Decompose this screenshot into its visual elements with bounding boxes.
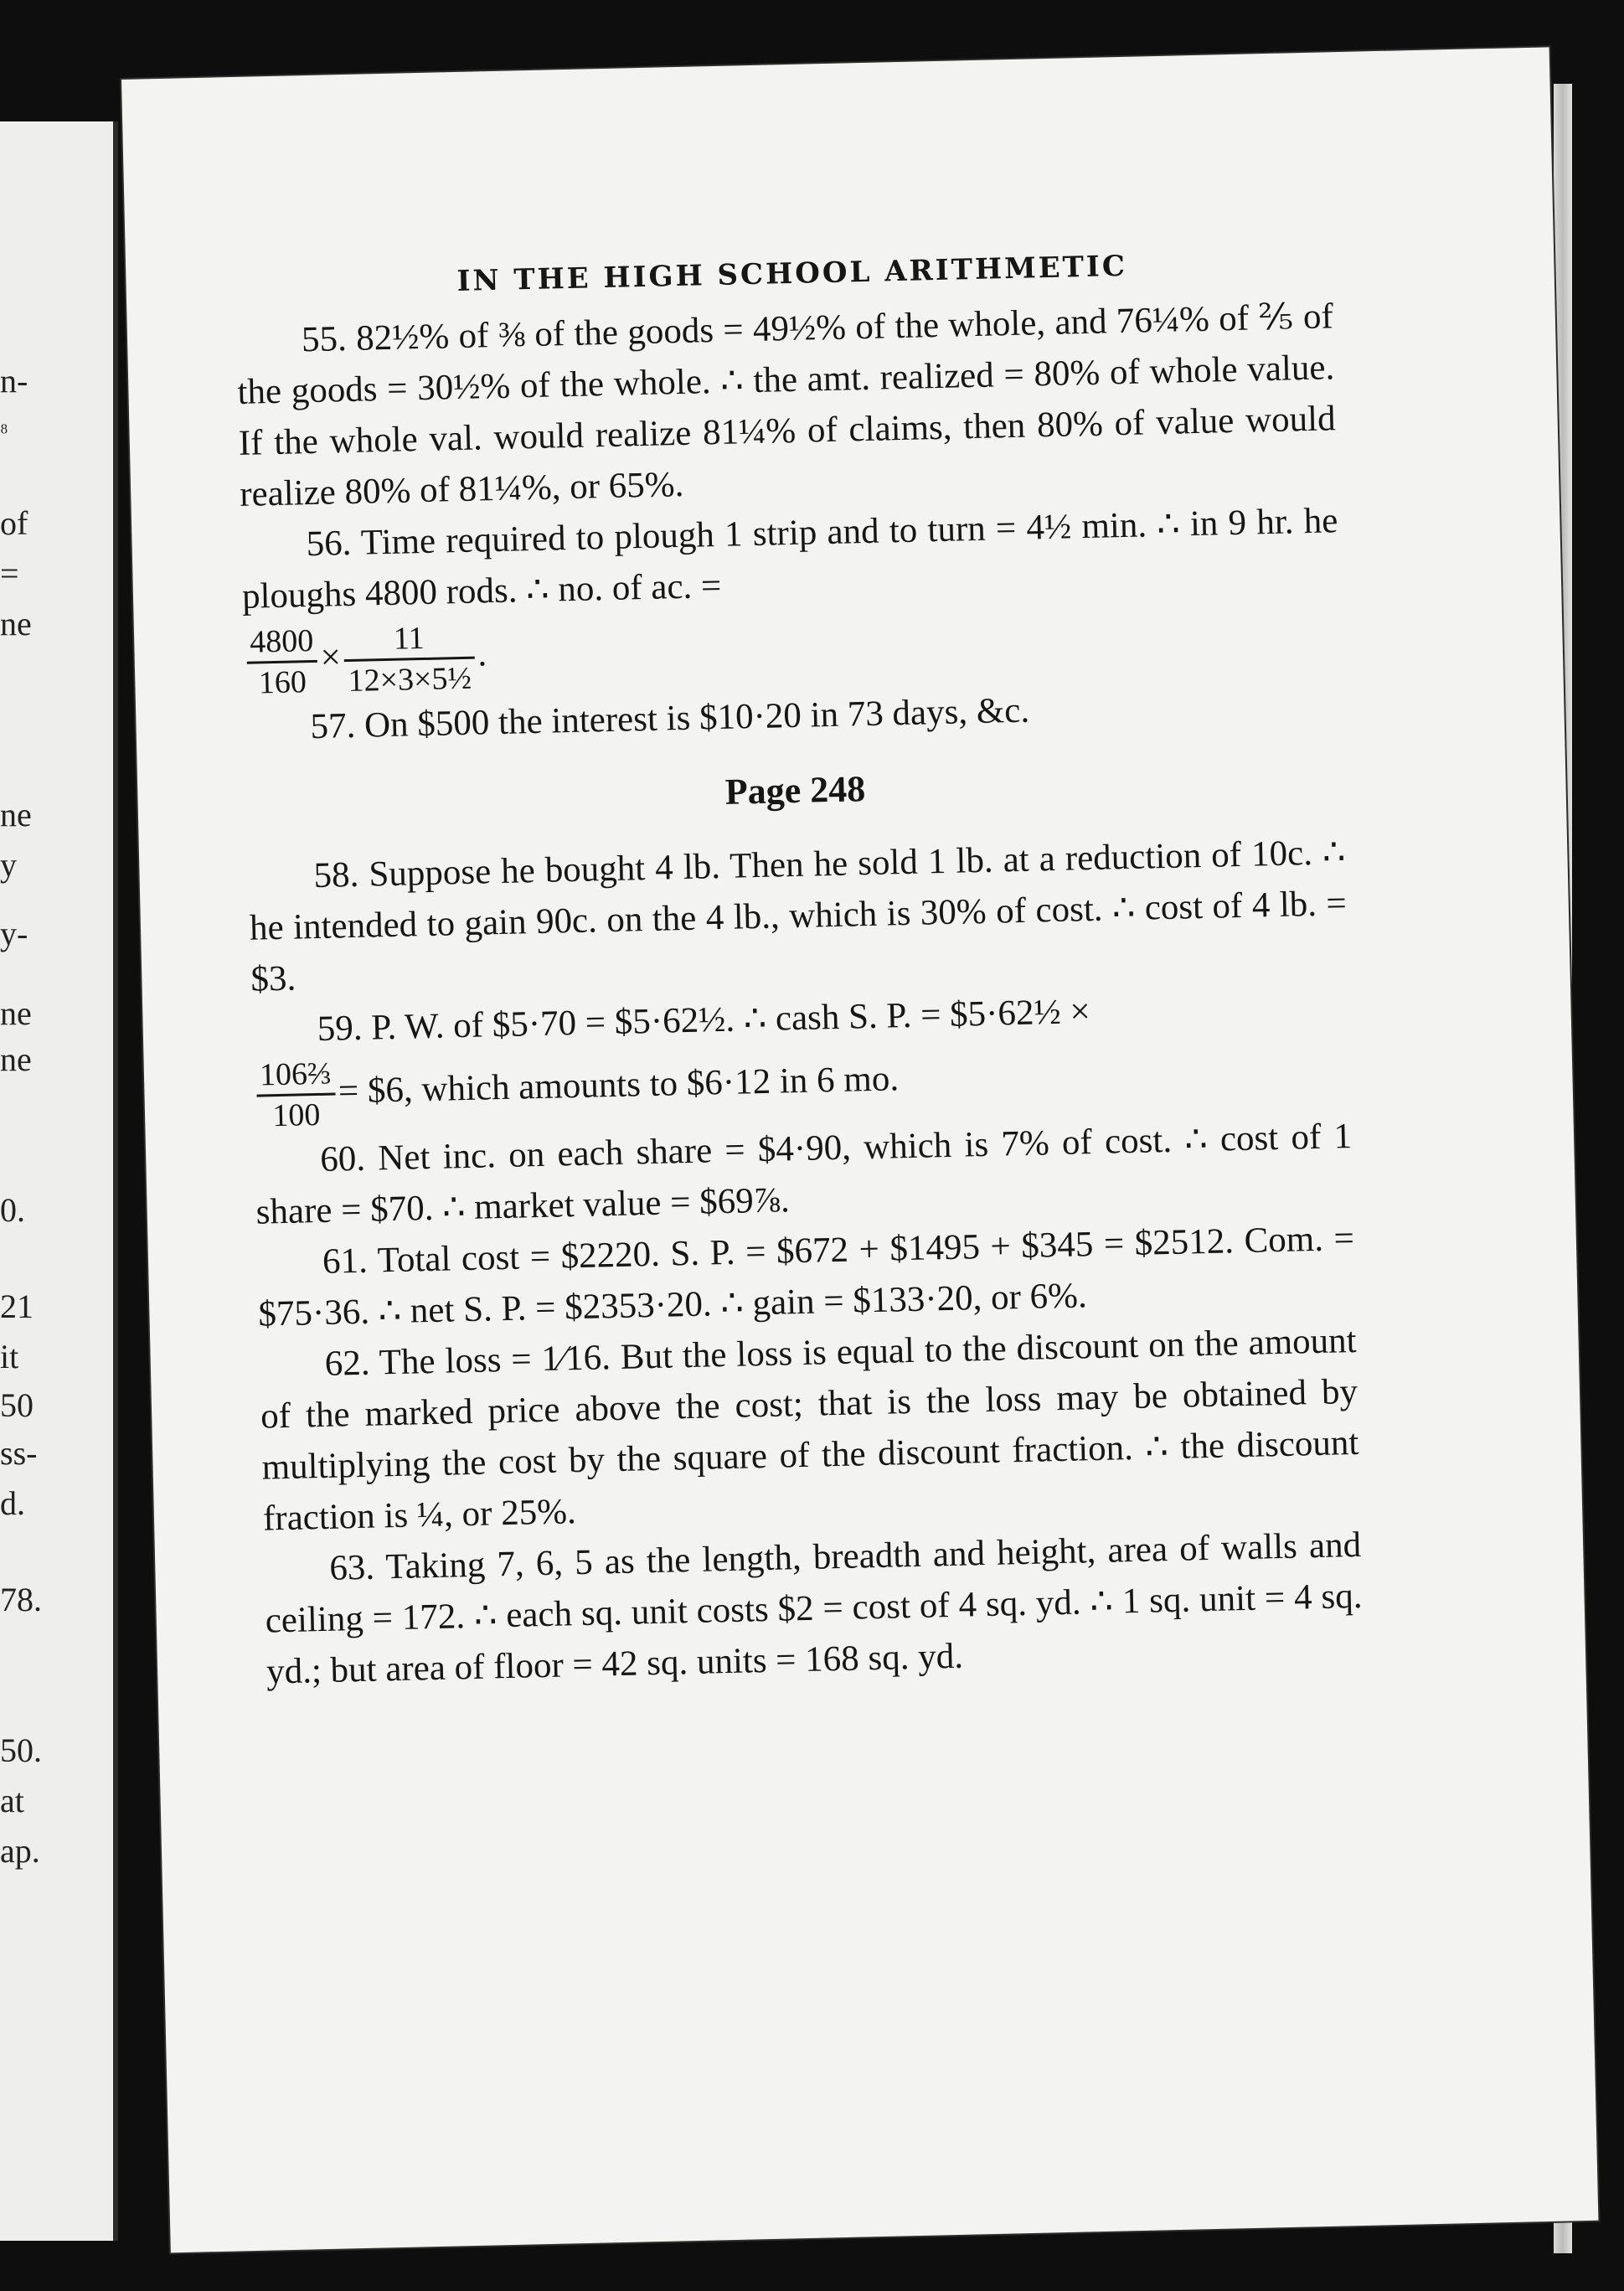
running-header: IN THE HIGH SCHOOL ARITHMETIC: [456, 249, 1128, 298]
left-fragment: 78.: [0, 1581, 42, 1618]
left-fragment: ne: [0, 994, 32, 1032]
answer-63: 63. Taking 7, 6, 5 as the length, breadth and height, area of walls and ceiling = 172. ∴ each sq. unit costs $2 = cost of 4 sq. yd. ∴ 1 sq. unit = 4 sq. yd.; but area of floor = 42 sq. units = 168 sq. yd.: [265, 1525, 1363, 1692]
answer-58: 58. Suppose he bought 4 lb. Then he sold 1 lb. at a reduction of 10c. ∴ he intended to gain 90c. on the 4 lb., which is 30% of cost. ∴ cost of 4 lb. = $3.: [249, 832, 1348, 999]
times-sign: ×: [320, 637, 342, 678]
left-fragment: ss-: [0, 1434, 38, 1472]
left-fragment: 0.: [0, 1191, 25, 1229]
left-fragment: 50.: [0, 1731, 42, 1769]
answer-60: 60. Net inc. on each share = $4·90, which is 7% of cost. ∴ cost of 1 share = $70. ∴ market value = $69⅞.: [255, 1117, 1353, 1232]
fraction-11: [343, 617, 475, 700]
formula-end: .: [477, 634, 487, 674]
fraction-4800-160: [246, 622, 318, 703]
left-fragment: 50: [0, 1386, 34, 1424]
fraction-denominator: 12×3×5½: [348, 660, 472, 699]
left-fragment: ne: [0, 1040, 32, 1078]
section-title: Page 248: [724, 767, 866, 813]
left-fragment: y-: [0, 915, 28, 952]
page-content: [235, 291, 1364, 1698]
left-fragment: n-: [0, 362, 28, 400]
book-page: [121, 47, 1598, 2252]
left-fragment: y: [0, 846, 17, 884]
answer-59: 59. P. W. of $5·70 = $5·62½. ∴ cash S. P. = $5·62½ ×: [317, 991, 1091, 1049]
left-fragment: it: [0, 1338, 19, 1375]
left-fragment: ne: [0, 796, 32, 833]
fraction-numerator: 11: [343, 617, 474, 662]
fraction-106-100: [255, 1055, 336, 1136]
left-fragment: d.: [0, 1484, 25, 1522]
fraction-numerator: 4800: [246, 622, 317, 664]
left-fragment: ap.: [0, 1832, 40, 1870]
left-fragment: 21: [0, 1287, 34, 1325]
left-facing-page: [0, 121, 118, 2241]
answer-62: 62. The loss = 1⁄16. But the loss is equal to the discount on the amount of the marked price above the cost; that is the loss may be obtained by multiplying the cost by the square of the discount fraction. ∴ the discount fraction is ¼, or 25%.: [260, 1321, 1359, 1539]
answer-61: 61. Total cost = $2220. S. P. = $672 + $1495 + $345 = $2512. Com. = $75·36. ∴ net S. P. = $2353·20. ∴ gain = $133·20, or 6%.: [257, 1219, 1355, 1334]
left-fragment: at: [0, 1782, 24, 1819]
fraction-denominator: 160: [258, 663, 307, 701]
left-fragment: of: [0, 504, 28, 542]
answer-57: 57. On $500 the interest is $10·20 in 73 days, &c.: [310, 690, 1030, 746]
left-fragment: ne: [0, 605, 32, 642]
left-fragment: =: [0, 555, 19, 592]
fraction-denominator: 100: [271, 1097, 321, 1134]
answer-59-end: = $6, which amounts to $6·12 in 6 mo.: [338, 1058, 900, 1112]
answer-55: 55. 82½% of ⅜ of the goods = 49½% of the whole, and 76¼% of ⅖ of the goods = 30½% of the whole. ∴ the amt. realized = 80% of whole value. If the whole val. would realize 81¼% of claims, then 80% of value would realize 80% of 81¼%, or 65%.: [236, 297, 1337, 514]
fraction-numerator: 106⅔: [255, 1055, 335, 1097]
left-fragment: ₈: [0, 409, 8, 435]
answer-56-text: 56. Time required to plough 1 strip and to turn = 4½ min. ∴ in 9 hr. he ploughs 4800 rods. ∴ no. of ac. =: [241, 501, 1338, 617]
